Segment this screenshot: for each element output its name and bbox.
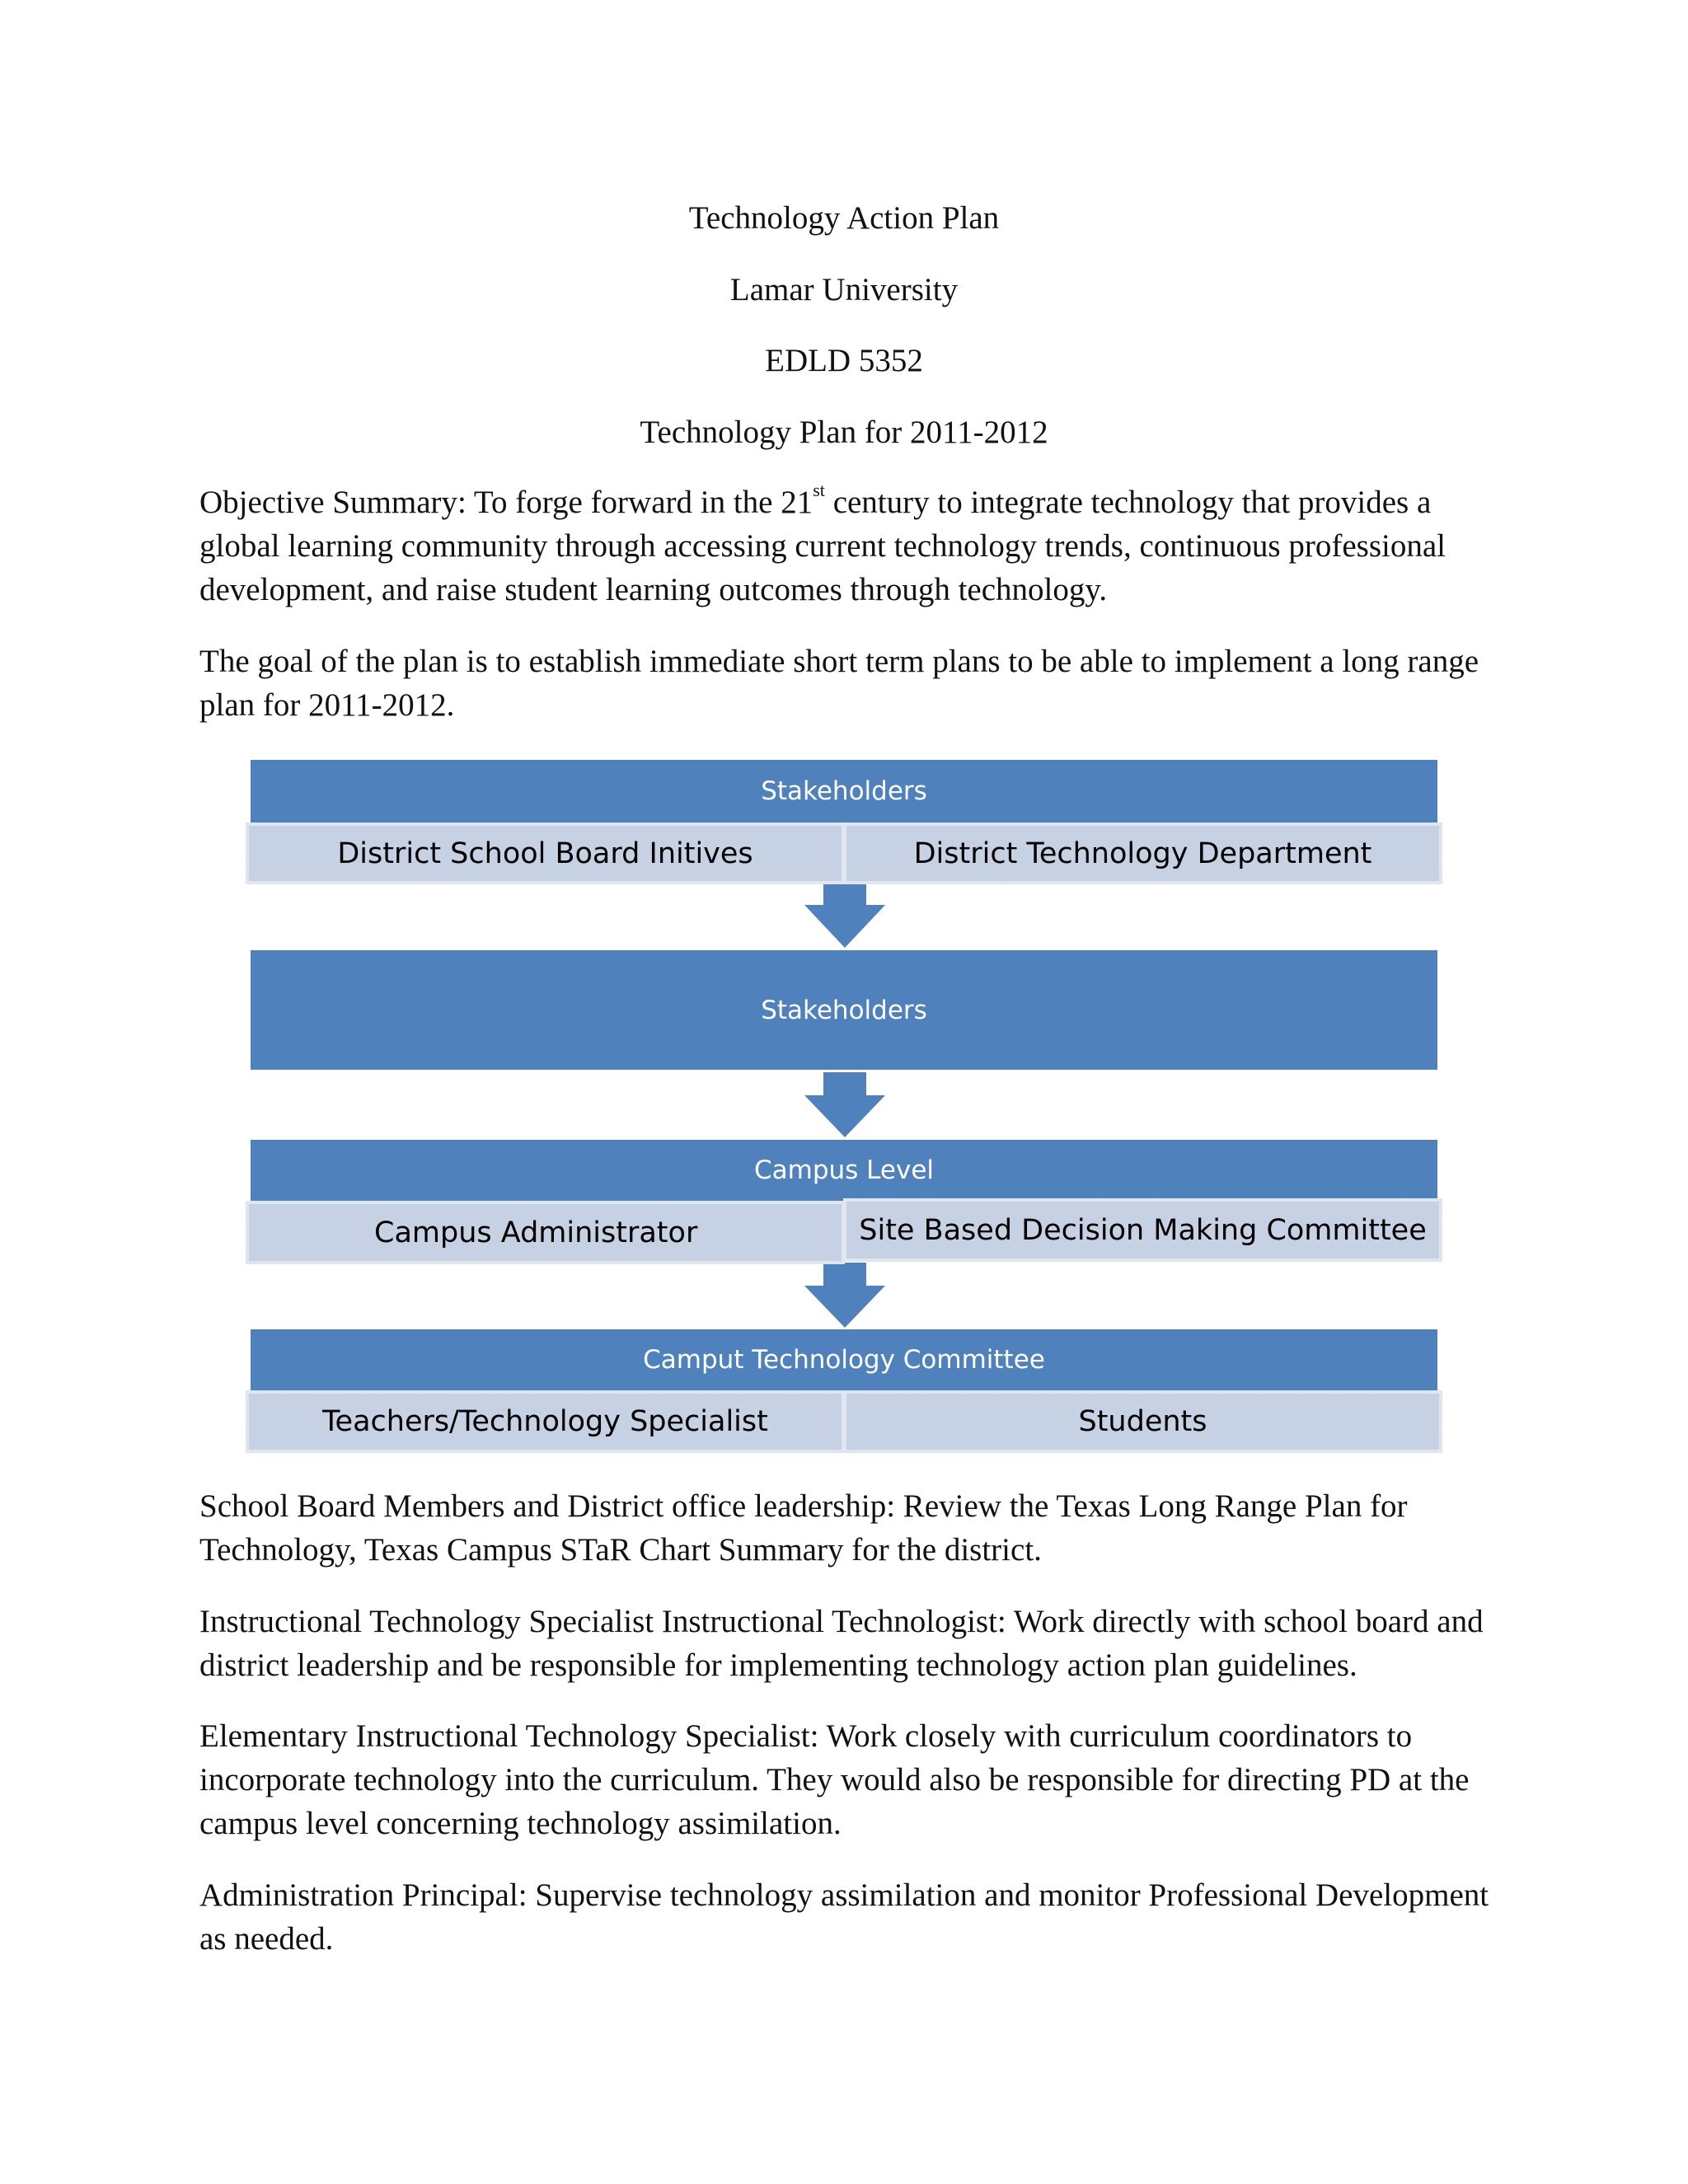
doc-title: Technology Action Plan: [688, 200, 1000, 236]
down-arrow-3: [804, 1263, 885, 1328]
objective-superscript: st: [813, 480, 825, 500]
plan-period: Technology Plan for 2011-2012: [640, 415, 1048, 450]
role-paragraph-instructional-technologist: Instructional Technology Specialist Instructional Technologist: Work directly with school board and district leadership and be responsible for implementing technology action plan guidelines.: [199, 1604, 1484, 1683]
role-paragraph-principal: Administration Principal: Supervise technology assimilation and monitor Professional Development as needed.: [199, 1877, 1489, 1957]
down-arrow-1: [804, 884, 885, 948]
level4-left-cell: Teachers/Technology Specialist: [246, 1390, 845, 1453]
down-arrow-2: [804, 1072, 885, 1137]
university-name: Lamar University: [729, 272, 959, 307]
level3-header: Campus Level: [251, 1140, 1437, 1201]
role-paragraph-board: School Board Members and District office leadership: Review the Texas Long Range Plan for Technology, Texas Campus STaR Chart Summary for the district.: [199, 1488, 1408, 1568]
objective-text-start: Objective Summary: To forge forward in the 21: [199, 485, 814, 520]
level1-right-cell: District Technology Department: [843, 823, 1442, 884]
level4-right-cell: Students: [843, 1390, 1442, 1453]
level3-right-cell: Site Based Decision Making Committee: [843, 1198, 1442, 1262]
course-code: EDLD 5352: [765, 343, 923, 378]
level1-header: Stakeholders: [251, 760, 1437, 823]
role-paragraph-elementary-specialist: Elementary Instructional Technology Specialist: Work closely with curriculum coordinators to incorporate technology into the curriculum. They would also be responsible for directing PD at the campus level concerning technology assimilation.: [199, 1718, 1470, 1841]
level4-header: Camput Technology Committee: [251, 1329, 1437, 1390]
objective-text-end: century to integrate technology that provides a global learning community through accessing current technology trends, continuous professional development, and raise student learning outcomes through technology.: [199, 485, 1446, 607]
level1-left-cell: District School Board Initives: [246, 823, 845, 884]
level2-header: Stakeholders: [251, 950, 1437, 1070]
level3-left-cell: Campus Administrator: [246, 1201, 845, 1264]
goal-paragraph: The goal of the plan is to establish immediate short term plans to be able to implement a long range plan for 2011-2012.: [199, 644, 1479, 723]
